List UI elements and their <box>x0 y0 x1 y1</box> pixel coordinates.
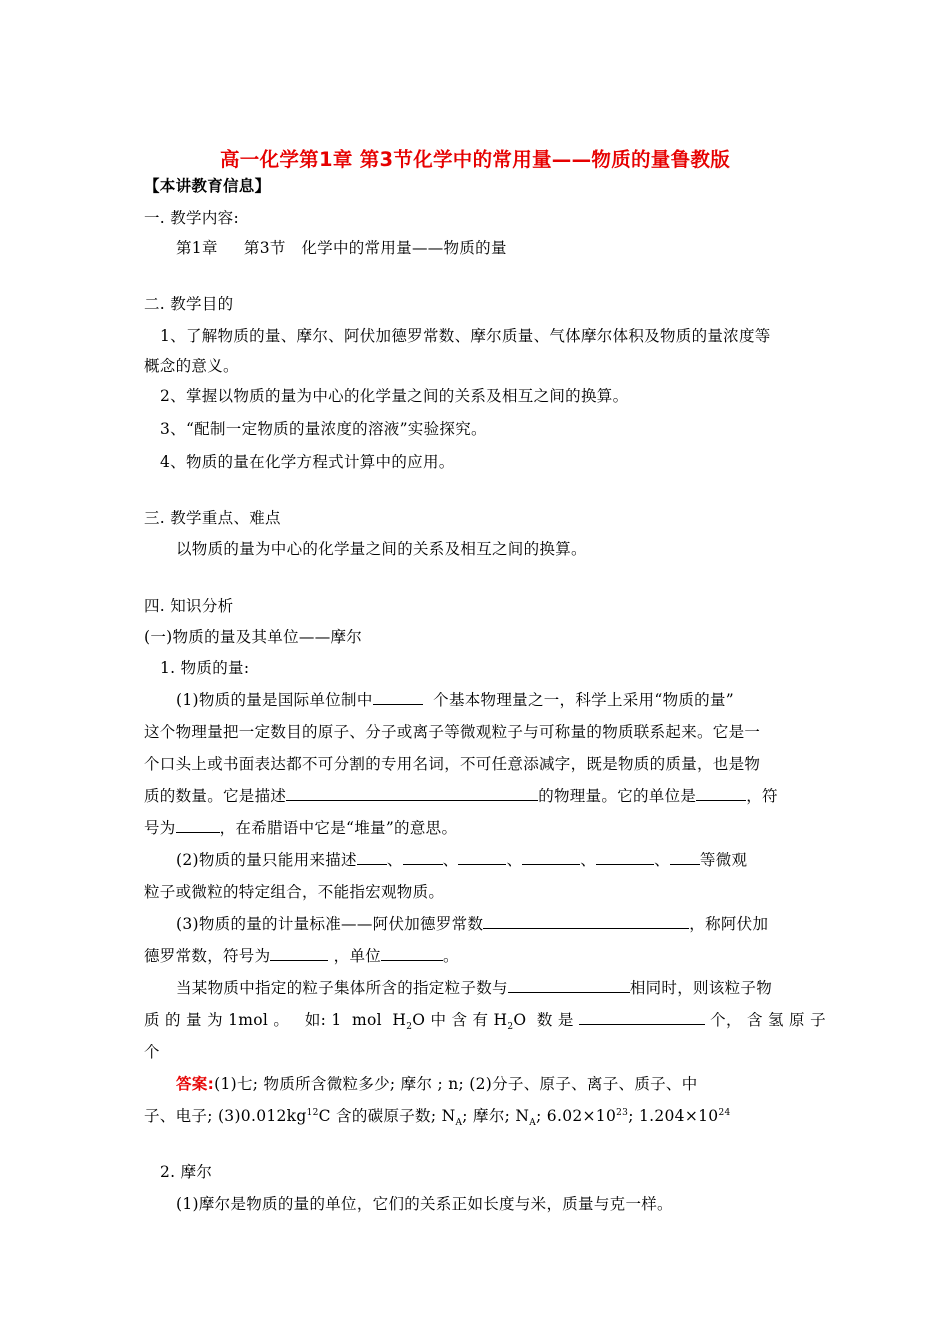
text-fragment: 号为 <box>144 819 176 837</box>
text-fragment: C 含的碳原子数; N <box>318 1107 456 1125</box>
blank[interactable] <box>522 850 580 865</box>
objective-1-line-2: 概念的意义。 <box>144 357 239 375</box>
point-2-paragraph-1: (1)摩尔是物质的量的单位，它们的关系正如长度与米，质量与克一样。 <box>176 1195 673 1213</box>
objective-1-line-1: 1、了解物质的量、摩尔、阿伏加德罗常数、摩尔质量、气体摩尔体积及物质的量浓度等 <box>160 327 771 345</box>
document-title: 高一化学第1章 第3节化学中的常用量——物质的量鲁教版 <box>219 148 731 171</box>
separator: 、 <box>442 851 459 869</box>
paragraph-2-line-2: 粒子或微粒的特定组合，不能指宏观物质。 <box>144 883 445 901</box>
text-fragment: ，符 <box>746 787 778 805</box>
section-1-content: 第1章 第3节 化学中的常用量——物质的量 <box>176 239 507 257</box>
text-fragment: ，在希腊语中它是“堆量”的意思。 <box>219 819 458 837</box>
paragraph-1-line-1 <box>176 690 734 710</box>
answer-line-2 <box>144 1106 731 1129</box>
separator: 、 <box>654 851 670 869</box>
objective-3: 3、“配制一定物质的量浓度的溶液”实验探究。 <box>160 420 487 438</box>
blank[interactable] <box>670 850 700 865</box>
paragraph-1-line-4 <box>144 786 778 806</box>
section-3-content: 以物质的量为中心的化学量之间的关系及相互之间的换算。 <box>176 540 587 558</box>
info-heading: 【本讲教育信息】 <box>144 177 271 195</box>
blank[interactable] <box>696 786 746 801</box>
point-1-heading: 1. 物质的量: <box>160 659 250 677</box>
text-fragment: O 中 含 有 H <box>412 1011 508 1029</box>
superscript: 24 <box>718 1107 731 1118</box>
blank[interactable] <box>357 850 387 865</box>
answer-line-1 <box>176 1074 698 1094</box>
subscript: 2 <box>406 1022 413 1033</box>
section-3-heading: 三. 教学重点、难点 <box>144 509 281 527</box>
subscript: 2 <box>507 1022 514 1033</box>
paragraph-2-line-1 <box>176 850 747 870</box>
text-fragment: (3)物质的量的计量标准——阿伏加德罗常数 <box>176 915 484 933</box>
text-fragment: (1)七; 物质所含微粒多少; 摩尔 ; n; (2)分子、原子、离子、质子、中 <box>214 1075 698 1093</box>
text-fragment: O 数 是 <box>513 1011 574 1029</box>
text-fragment: 个， 含 氢 原 子 <box>710 1011 826 1029</box>
text-fragment: 相同时，则该粒子物 <box>629 979 773 997</box>
subscript: A <box>529 1118 537 1129</box>
subsection-1-heading: (一)物质的量及其单位——摩尔 <box>144 628 363 646</box>
blank[interactable] <box>458 850 506 865</box>
text-fragment: ，单位 <box>333 947 382 965</box>
blank[interactable] <box>579 1010 705 1025</box>
blank[interactable] <box>270 946 328 961</box>
paragraph-4-line-2 <box>144 1010 826 1033</box>
paragraph-1-line-3: 个口头上或书面表达都不可分割的专用名词，不可任意添减字，既是物质的质量，也是物 <box>144 755 761 773</box>
section-1-heading: 一. 教学内容: <box>144 209 239 227</box>
objective-2: 2、掌握以物质的量为中心的化学量之间的关系及相互之间的换算。 <box>160 387 629 405</box>
superscript: 12 <box>306 1107 319 1118</box>
blank[interactable] <box>176 818 220 833</box>
blank[interactable] <box>403 850 443 865</box>
blank[interactable] <box>596 850 654 865</box>
text-fragment: 当某物质中指定的粒子集体所含的指定粒子数与 <box>176 979 508 997</box>
paragraph-3-line-1 <box>176 914 768 934</box>
paragraph-1-line-5 <box>144 818 457 838</box>
separator: 、 <box>580 851 597 869</box>
text-fragment: 质的数量。它是描述 <box>144 787 287 805</box>
text-fragment: 的物理量。它的单位是 <box>538 787 697 805</box>
paragraph-1-line-2: 这个物理量把一定数目的原子、分子或离子等微观粒子与可称量的物质联系起来。它是一 <box>144 723 761 741</box>
separator: 、 <box>386 851 403 869</box>
text-fragment: 个基本物理量之一，科学上采用“物质的量” <box>433 691 734 709</box>
text-fragment: ，称阿伏加 <box>689 915 769 933</box>
text-fragment: 。 <box>443 947 459 965</box>
answer-label: 答案: <box>176 1075 215 1093</box>
blank[interactable] <box>508 978 630 993</box>
text-fragment: 德罗常数，符号为 <box>144 947 271 965</box>
blank[interactable] <box>373 690 423 705</box>
text-fragment: 子、电子; (3)0.012kg <box>144 1107 307 1125</box>
text-fragment: (1)物质的量是国际单位制中 <box>176 691 373 709</box>
text-fragment: ; 6.02×10 <box>536 1107 617 1125</box>
text-fragment: ; 1.204×10 <box>628 1107 719 1125</box>
blank[interactable] <box>381 946 443 961</box>
blank[interactable] <box>286 786 538 801</box>
section-2-heading: 二. 教学目的 <box>144 295 234 313</box>
paragraph-4-line-3: 个 <box>144 1043 160 1061</box>
paragraph-3-line-2 <box>144 946 459 966</box>
section-4-heading: 四. 知识分析 <box>144 597 234 615</box>
objective-4: 4、物质的量在化学方程式计算中的应用。 <box>160 453 455 471</box>
text-fragment: ; 摩尔; N <box>462 1107 530 1125</box>
text-fragment: 质 的 量 为 1mol 。 如: 1 mol H <box>144 1011 407 1029</box>
blank[interactable] <box>483 914 689 929</box>
separator: 、 <box>506 851 523 869</box>
superscript: 23 <box>616 1107 629 1118</box>
point-2-heading: 2. 摩尔 <box>160 1163 213 1181</box>
subscript: A <box>455 1118 463 1129</box>
text-fragment: 等微观 <box>699 851 748 869</box>
paragraph-4-line-1 <box>176 978 772 998</box>
text-fragment: (2)物质的量只能用来描述 <box>176 851 357 869</box>
